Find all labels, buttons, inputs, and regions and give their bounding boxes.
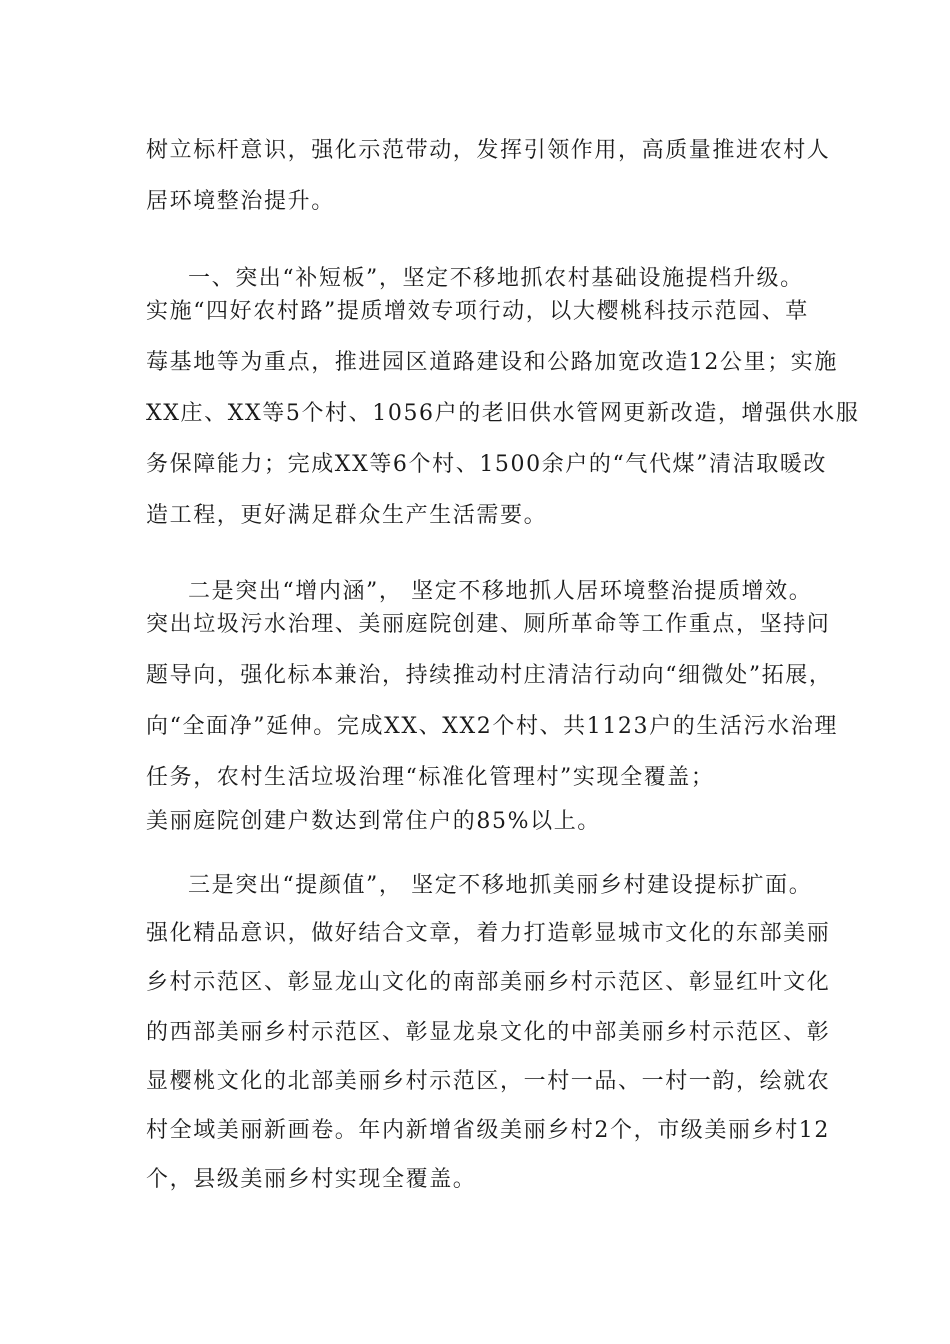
text-line: 美丽庭院创建户数达到常住户的85%以上。 xyxy=(146,809,601,834)
section-heading: 一、突出“补短板”，坚定不移地抓农村基础设施提档升级。 xyxy=(188,266,804,291)
text-line: 造工程，更好满足群众生产生活需要。 xyxy=(146,503,548,528)
text-line: 实施“四好农村路”提质增效专项行动，以大樱桃科技示范园、草 xyxy=(146,299,809,324)
text-line: 个，县级美丽乡村实现全覆盖。 xyxy=(146,1167,477,1192)
text-line: 题导向，强化标本兼治，持续推动村庄清洁行动向“细微处”拓展， xyxy=(146,663,833,688)
text-line: 突出垃圾污水治理、美丽庭院创建、厕所革命等工作重点，坚持问 xyxy=(146,612,831,637)
text-line: XX庄、XX等5个村、1056户的老旧供水管网更新改造，增强供水服 xyxy=(146,401,860,426)
text-line: 的西部美丽乡村示范区、彰显龙泉文化的中部美丽乡村示范区、彰 xyxy=(146,1020,831,1045)
text-line: 居环境整治提升。 xyxy=(146,189,335,214)
text-line: 强化精品意识，做好结合文章，着力打造彰显城市文化的东部美丽 xyxy=(146,921,831,946)
text-line: 莓基地等为重点，推进园区道路建设和公路加宽改造12公里；实施 xyxy=(146,350,838,375)
text-line: 显樱桃文化的北部美丽乡村示范区，一村一品、一村一韵，绘就农 xyxy=(146,1069,831,1094)
text-line: 务保障能力；完成XX等6个村、1500余户的“气代煤”清洁取暖改 xyxy=(146,452,828,477)
text-line: 树立标杆意识，强化示范带动，发挥引领作用，高质量推进农村人 xyxy=(146,138,831,163)
text-line: 任务，农村生活垃圾治理“标准化管理村”实现全覆盖； xyxy=(146,765,715,790)
text-line: 向“全面净”延伸。完成XX、XX2个村、共1123户的生活污水治理 xyxy=(146,714,838,739)
section-heading: 二是突出“增内涵”， 坚定不移地抓人居环境整治提质增效。 xyxy=(188,579,813,604)
text-line: 乡村示范区、彰显龙山文化的南部美丽乡村示范区、彰显红叶文化 xyxy=(146,970,831,995)
text-line: 村全域美丽新画卷。年内新增省级美丽乡村2个，市级美丽乡村12 xyxy=(146,1118,830,1143)
section-heading: 三是突出“提颜值”， 坚定不移地抓美丽乡村建设提标扩面。 xyxy=(188,873,813,898)
